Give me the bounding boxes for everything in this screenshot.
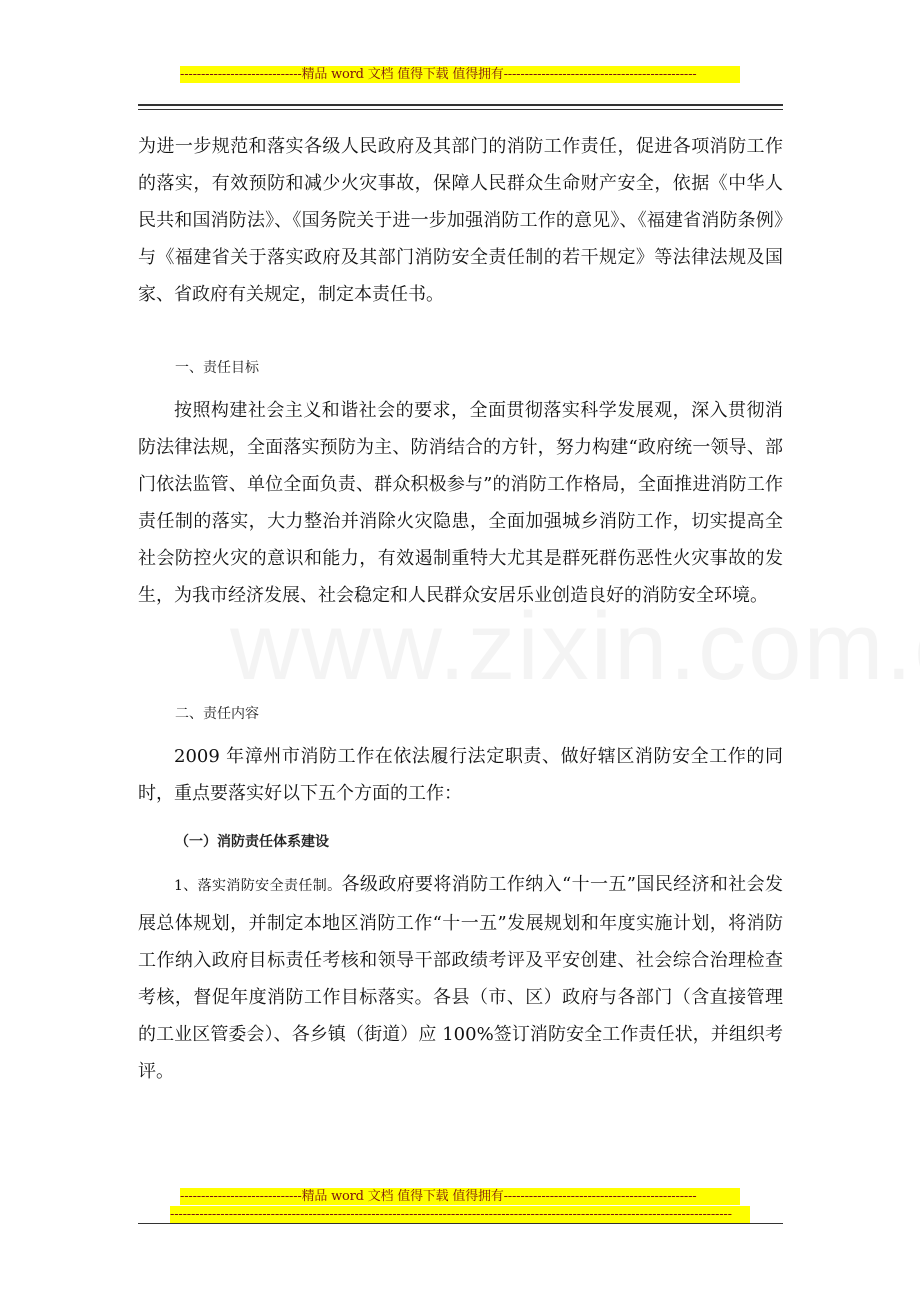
section2-title: 二、责任内容 <box>175 706 259 722</box>
item1-paragraph <box>138 866 783 1090</box>
item1-lead: 1、落实消防安全责任制。 <box>174 878 342 894</box>
intro-paragraph: 为进一步规范和落实各级人民政府及其部门的消防工作责任，促进各项消防工作的落实，有效预防和减少火灾事故，保障人民群众生命财产安全，依据《中华人民共和国消防法》、《国务院关于进一步加强消防工作的意见》、《福建省消防条例》与《福建省关于落实政府及其部门消防安全责任制的若干规定》等法律法规及国家、省政府有关规定，制定本责任书。 <box>138 136 783 305</box>
header-rule-thin <box>138 109 783 110</box>
footer-banner: -----------------------------精品 word 文档 值得下载 值得拥有---------------------------------------------- <box>180 1188 740 1205</box>
section2-body: 2009 年漳州市消防工作在依法履行法定职责、做好辖区消防安全工作的同时，重点要落实好以下五个方面的工作： <box>138 746 783 804</box>
header-banner: -----------------------------精品 word 文档 值得下载 值得拥有---------------------------------------------- <box>180 66 740 83</box>
footer-dash-line: -------------------------------------------------------------------------------------------------------------------------------------- <box>170 1206 750 1223</box>
header-rule-thick <box>138 104 783 106</box>
footer-rule <box>138 1223 783 1224</box>
section1-body: 按照构建社会主义和谐社会的要求，全面贯彻落实科学发展观，深入贯彻消防法律法规，全面落实预防为主、防消结合的方针，努力构建“政府统一领导、部门依法监管、单位全面负责、群众积极参与”的消防工作格局，全面推进消防工作责任制的落实，大力整治并消除火灾隐患，全面加强城乡消防工作，切实提高全社会防控火灾的意识和能力，有效遏制重特大尤其是群死群伤恶性火灾事故的发生，为我市经济发展、社会稳定和人民群众安居乐业创造良好的消防安全环境。 <box>138 400 783 606</box>
subsection1-title: （一）消防责任体系建设 <box>175 834 329 850</box>
section1-title: 一、责任目标 <box>175 360 259 376</box>
item1-body: 各级政府要将消防工作纳入“十一五”国民经济和社会发展总体规划，并制定本地区消防工作“十一五”发展规划和年度实施计划，将消防工作纳入政府目标责任考核和领导干部政绩考评及平安创建、社会综合治理检查考核，督促年度消防工作目标落实。各县（市、区）政府与各部门（含直接管理的工业区管委会）、各乡镇（街道）应 100%签订消防安全工作责任状，并组织考评。 <box>138 874 783 1082</box>
